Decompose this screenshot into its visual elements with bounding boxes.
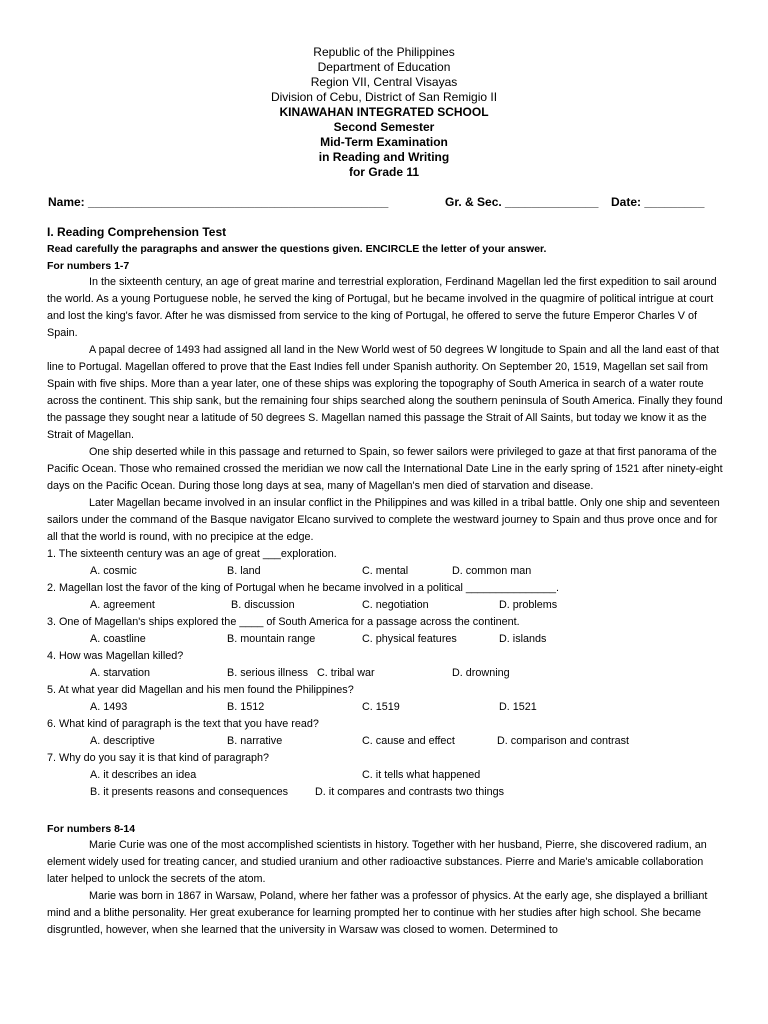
option-d[interactable]: D. drowning xyxy=(452,667,510,679)
option-c[interactable]: C. mental xyxy=(362,565,409,577)
option-c[interactable]: C. 1519 xyxy=(362,701,400,713)
student-info-line xyxy=(48,195,728,211)
option-a[interactable]: A. agreement xyxy=(90,599,155,611)
instructions: Read carefully the paragraphs and answer the questions given. ENCIRCLE the letter of your answer. xyxy=(47,243,547,255)
question-item xyxy=(47,682,727,716)
question-text: 5. At what year did Magellan and his men found the Philippines? xyxy=(47,684,354,696)
answer-options xyxy=(47,631,727,648)
numbers-heading-2: For numbers 8-14 xyxy=(47,823,136,835)
numbers-heading-1: For numbers 1-7 xyxy=(47,260,130,272)
question-list xyxy=(47,546,727,801)
question-item xyxy=(47,716,727,750)
date-field[interactable]: Date: _________ xyxy=(611,195,705,209)
question-text: 1. The sixteenth century was an age of great ___exploration. xyxy=(47,548,337,560)
question-item xyxy=(47,546,727,580)
option-c[interactable]: C. tribal war xyxy=(317,667,375,679)
question-item xyxy=(47,614,727,648)
header-division: Division of Cebu, District of San Remigio II xyxy=(270,90,498,104)
option-c[interactable]: C. physical features xyxy=(362,633,457,645)
option-c[interactable]: C. cause and effect xyxy=(362,735,455,747)
answer-options xyxy=(47,699,727,716)
exam-title: Mid-Term Examination xyxy=(320,135,448,149)
semester: Second Semester xyxy=(333,120,435,134)
header-department: Department of Education xyxy=(317,60,451,74)
answer-options xyxy=(47,767,727,784)
option-b[interactable]: B. serious illness xyxy=(227,667,309,679)
option-d[interactable]: D. 1521 xyxy=(499,701,537,713)
option-b[interactable]: B. land xyxy=(227,565,261,577)
answer-options xyxy=(47,733,727,750)
option-a[interactable]: A. it describes an idea xyxy=(90,769,197,781)
option-a[interactable]: A. 1493 xyxy=(90,701,128,713)
header-republic: Republic of the Philippines xyxy=(313,45,455,59)
exam-grade: for Grade 11 xyxy=(348,165,420,179)
question-text: 6. What kind of paragraph is the text that you have read? xyxy=(47,718,319,730)
option-d[interactable]: D. it compares and contrasts two things xyxy=(315,786,505,798)
paragraph: In the sixteenth century, an age of great marine and terrestrial exploration, Ferdinand Magellan led the first expedition to sail around the world. As a young Portuguese noble, he served the king of Portugal, but he became involved in the quagmire of political intrigue at court and lost the king's favor. After he was dismissed from service to the king of Portugal, he offered to serve the future Emperor Charles V of Spain. xyxy=(47,276,717,339)
question-item xyxy=(47,750,727,801)
option-d[interactable]: D. islands xyxy=(499,633,547,645)
option-b[interactable]: B. narrative xyxy=(227,735,283,747)
option-c[interactable]: C. it tells what happened xyxy=(362,769,481,781)
option-c[interactable]: C. negotiation xyxy=(362,599,429,611)
option-a[interactable]: A. coastline xyxy=(90,633,146,645)
paragraph: One ship deserted while in this passage and returned to Spain, so fewer sailors were privileged to gaze at that first panorama of the Pacific Ocean. Those who remained crossed the meridian we now call the International Date Line in the early spring of 1521 after ninety-eight days on the Pacific Ocean. During those long days at sea, many of Magellan's men died of starvation and disease. xyxy=(47,446,723,492)
passage-magellan xyxy=(47,274,727,546)
question-item xyxy=(47,580,727,614)
document-header xyxy=(0,45,768,180)
question-text: 4. How was Magellan killed? xyxy=(47,650,184,662)
option-d[interactable]: D. problems xyxy=(499,599,558,611)
option-d[interactable]: D. comparison and contrast xyxy=(497,735,630,747)
grade-section-field[interactable]: Gr. & Sec. ______________ xyxy=(445,195,599,209)
passage-curie xyxy=(47,837,727,939)
exam-content xyxy=(47,225,727,939)
question-text: 3. One of Magellan's ships explored the ____ of South America for a passage across the continent. xyxy=(47,616,520,628)
paragraph: A papal decree of 1493 had assigned all land in the New World west of 50 degrees W longitude to Spain and all the land east of that line to Portugal. Magellan offered to prove that the East Indies fell under Spanish authority. On September 20, 1519, Magellan set sail from Spain with five ships. More than a year later, one of these ships was exploring the topography of South America in search of a water route across the continent. This ship sank, but the remaining four ships searched along the southern peninsula of South America. Finally they found the passage they sought near a latitude of 50 degrees S. Magellan named this passage the Strait of All Saints, but today we know it as the Strait of Magellan. xyxy=(47,344,723,441)
name-field[interactable]: Name: _____________________________________________ xyxy=(48,195,389,209)
section-title: I. Reading Comprehension Test xyxy=(47,225,227,239)
paragraph: Later Magellan became involved in an insular conflict in the Philippines and was killed in a tribal battle. Only one ship and seventeen sailors under the command of the Basque navigator Elcano survived to complete the westward journey to Spain and thus prove once and for all that the world is round, with no precipice at the edge. xyxy=(47,497,720,543)
question-text: 2. Magellan lost the favor of the king of Portugal when he became involved in a political _______________. xyxy=(47,582,559,594)
option-b[interactable]: B. discussion xyxy=(231,599,295,611)
school-name: KINAWAHAN INTEGRATED SCHOOL xyxy=(279,105,489,119)
option-b[interactable]: B. it presents reasons and consequences xyxy=(90,786,289,798)
option-a[interactable]: A. cosmic xyxy=(90,565,137,577)
header-region: Region VII, Central Visayas xyxy=(310,75,458,89)
option-b[interactable]: B. 1512 xyxy=(227,701,265,713)
spacer xyxy=(47,801,727,821)
question-text: 7. Why do you say it is that kind of paragraph? xyxy=(47,752,270,764)
answer-options xyxy=(47,563,727,580)
answer-options xyxy=(47,784,727,801)
paragraph: Marie was born in 1867 in Warsaw, Poland, where her father was a professor of physics. At the early age, she displayed a brilliant mind and a blithe personality. Her great exuberance for learning prompted her to continue with her studies after high school. She became disgruntled, however, when she learned that the university in Warsaw was closed to women. Determined to xyxy=(47,890,708,936)
option-d[interactable]: D. common man xyxy=(452,565,532,577)
answer-options xyxy=(47,665,727,682)
option-a[interactable]: A. descriptive xyxy=(90,735,155,747)
paragraph: Marie Curie was one of the most accomplished scientists in history. Together with her husband, Pierre, she discovered radium, an element widely used for treating cancer, and studied uranium and other radioactive substances. Pierre and Marie's amicable collaboration later helped to unlock the secrets of the atom. xyxy=(47,839,707,885)
exam-subject: in Reading and Writing xyxy=(318,150,450,164)
answer-options xyxy=(47,597,727,614)
question-item xyxy=(47,648,727,682)
option-a[interactable]: A. starvation xyxy=(90,667,151,679)
option-b[interactable]: B. mountain range xyxy=(227,633,316,645)
